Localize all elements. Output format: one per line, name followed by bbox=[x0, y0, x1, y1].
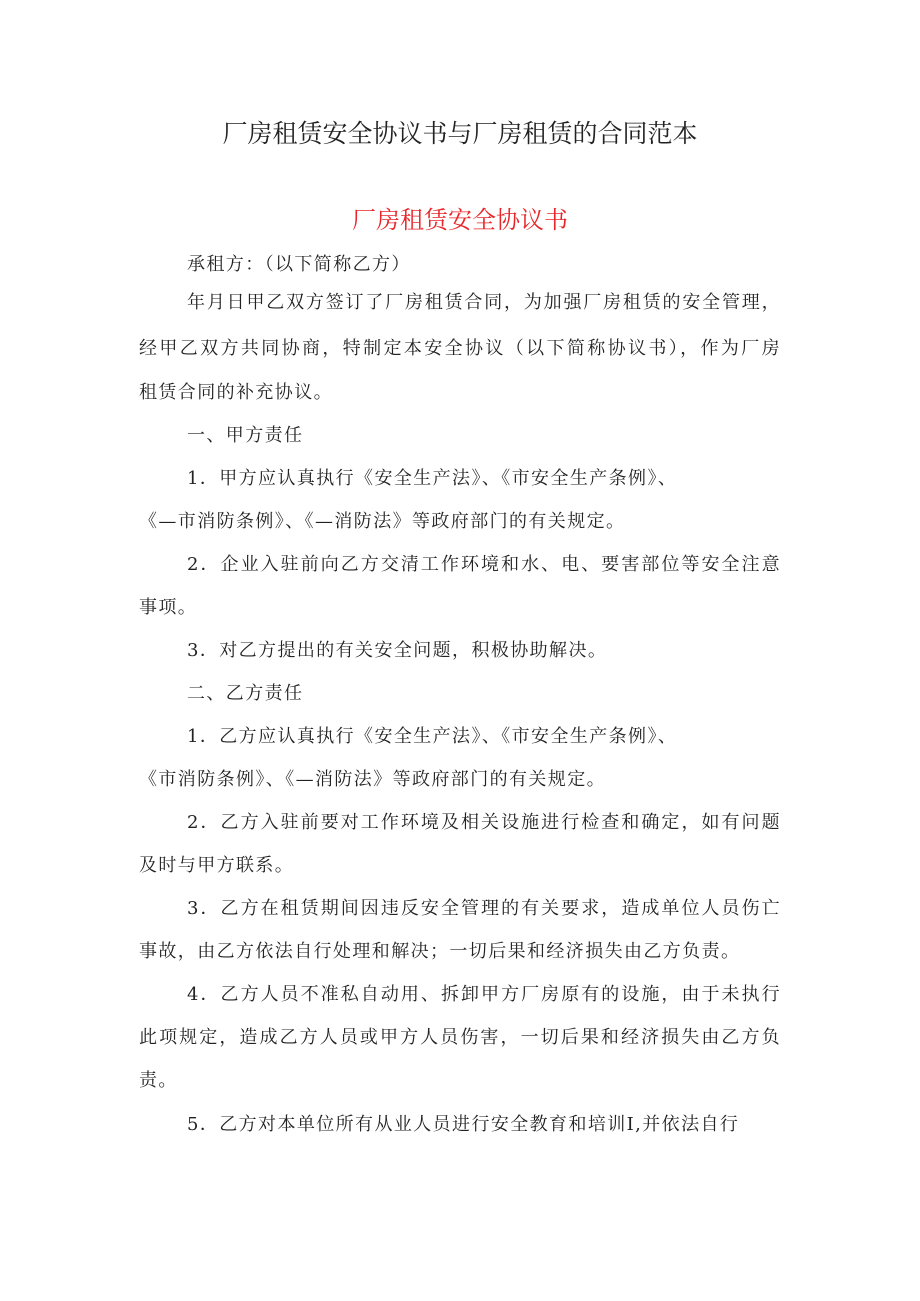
paragraph-line: 年月日甲乙双方签订了厂房租赁合同，为加强厂房租赁的安全管理， bbox=[187, 292, 781, 313]
paragraph-line: 3．乙方在租赁期间因违反安全管理的有关要求，造成单位人员伤亡 bbox=[187, 898, 781, 919]
paragraph-line: 2．企业入驻前向乙方交清工作环境和水、电、要害部位等安全注意 bbox=[187, 554, 781, 575]
paragraph-line: 1．甲方应认真执行《安全生产法》、《市安全生产条例》、 bbox=[187, 468, 678, 489]
document-title: 厂房租赁安全协议书与厂房租赁的合同范本 bbox=[222, 119, 698, 148]
lessee-line: 承租方：（以下简称乙方） bbox=[187, 254, 411, 275]
paragraph-line: 事故，由乙方依法自行处理和解决；一切后果和经济损失由乙方负责。 bbox=[139, 941, 741, 962]
paragraph-line: 此项规定，造成乙方人员或甲方人员伤害，一切后果和经济损失由乙方负 bbox=[139, 1027, 781, 1048]
paragraph-line: 租赁合同的补充协议。 bbox=[139, 382, 333, 403]
paragraph-line: 2．乙方入驻前要对工作环境及相关设施进行检查和确定，如有问题 bbox=[187, 812, 781, 833]
paragraph-line: 经甲乙双方共同协商，特制定本安全协议（以下简称协议书），作为厂房 bbox=[139, 338, 781, 359]
paragraph-line: 及时与甲方联系。 bbox=[139, 855, 295, 876]
agreement-title: 厂房租赁安全协议书 bbox=[352, 206, 568, 234]
paragraph-line: 1．乙方应认真执行《安全生产法》、《市安全生产条例》、 bbox=[187, 726, 678, 747]
section-heading: 一、甲方责任 bbox=[187, 425, 304, 446]
paragraph-line: 3．对乙方提出的有关安全问题，积极协助解决。 bbox=[187, 640, 608, 661]
paragraph-line: 事项。 bbox=[139, 597, 198, 618]
paragraph-line: 《市消防条例》、《—消防法》等政府部门的有关规定。 bbox=[139, 769, 606, 790]
paragraph-line: 5．乙方对本单位所有从业人员进行安全教育和培训I,并依法自行 bbox=[187, 1114, 740, 1135]
paragraph-line: 责。 bbox=[139, 1070, 178, 1091]
section-heading: 二、乙方责任 bbox=[187, 683, 304, 704]
paragraph-line: 《—市消防条例》、《—消防法》等政府部门的有关规定。 bbox=[139, 511, 626, 532]
paragraph-line: 4．乙方人员不准私自动用、拆卸甲方厂房原有的设施，由于未执行 bbox=[187, 984, 781, 1005]
